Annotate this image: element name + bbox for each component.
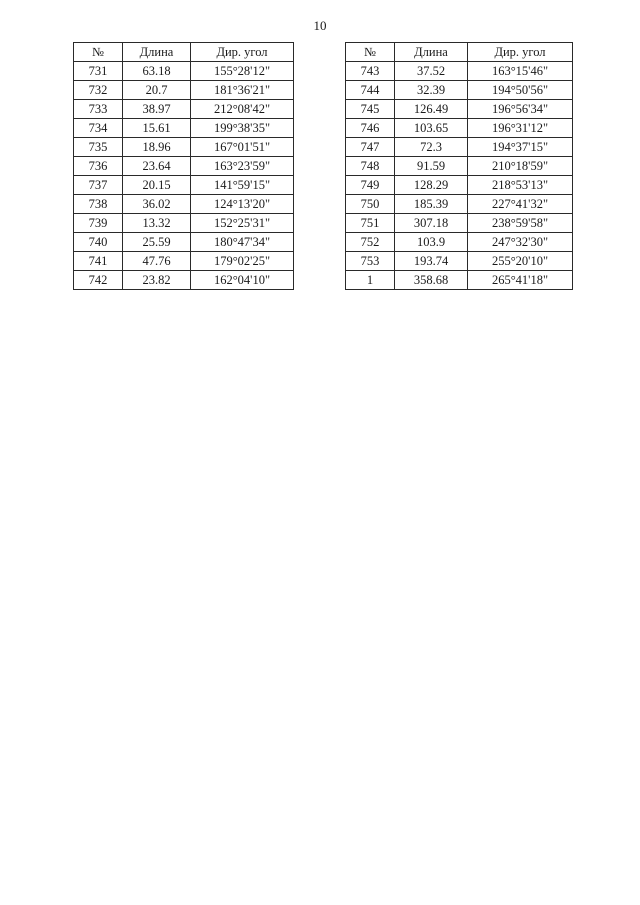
table-row xyxy=(74,157,294,176)
cell-length: 32.39 xyxy=(395,81,468,100)
cell-angle: 179°02'25" xyxy=(191,252,294,271)
table-row xyxy=(74,81,294,100)
cell-length: 20.15 xyxy=(123,176,191,195)
table-row xyxy=(346,81,573,100)
cell-number: 753 xyxy=(346,252,395,271)
table-row xyxy=(346,62,573,81)
cell-angle: 199°38'35" xyxy=(191,119,294,138)
table-row xyxy=(346,271,573,290)
table-row xyxy=(74,214,294,233)
cell-length: 72.3 xyxy=(395,138,468,157)
cell-length: 103.9 xyxy=(395,233,468,252)
cell-length: 23.82 xyxy=(123,271,191,290)
cell-number: 745 xyxy=(346,100,395,119)
table-row xyxy=(346,138,573,157)
cell-angle: 227°41'32" xyxy=(468,195,573,214)
cell-number: 736 xyxy=(74,157,123,176)
cell-angle: 247°32'30" xyxy=(468,233,573,252)
cell-number: 746 xyxy=(346,119,395,138)
cell-number: 1 xyxy=(346,271,395,290)
header-length: Длина xyxy=(395,43,468,62)
table-header-row xyxy=(74,43,294,62)
cell-length: 13.32 xyxy=(123,214,191,233)
table-row xyxy=(346,176,573,195)
cell-length: 185.39 xyxy=(395,195,468,214)
table-row xyxy=(74,271,294,290)
cell-angle: 152°25'31" xyxy=(191,214,294,233)
cell-angle: 155°28'12" xyxy=(191,62,294,81)
cell-angle: 238°59'58" xyxy=(468,214,573,233)
table-row xyxy=(346,214,573,233)
table-row xyxy=(74,100,294,119)
cell-length: 25.59 xyxy=(123,233,191,252)
cell-length: 91.59 xyxy=(395,157,468,176)
table-row xyxy=(346,252,573,271)
cell-number: 735 xyxy=(74,138,123,157)
cell-number: 748 xyxy=(346,157,395,176)
cell-angle: 181°36'21" xyxy=(191,81,294,100)
cell-length: 103.65 xyxy=(395,119,468,138)
cell-number: 752 xyxy=(346,233,395,252)
cell-length: 23.64 xyxy=(123,157,191,176)
cell-number: 747 xyxy=(346,138,395,157)
header-angle: Дир. угол xyxy=(191,43,294,62)
table-body xyxy=(74,62,294,290)
header-angle: Дир. угол xyxy=(468,43,573,62)
cell-length: 38.97 xyxy=(123,100,191,119)
cell-length: 37.52 xyxy=(395,62,468,81)
header-number: № xyxy=(346,43,395,62)
table-row xyxy=(346,100,573,119)
cell-angle: 180°47'34" xyxy=(191,233,294,252)
cell-length: 193.74 xyxy=(395,252,468,271)
cell-angle: 265°41'18" xyxy=(468,271,573,290)
boundary-table-right xyxy=(345,42,573,290)
cell-angle: 194°50'56" xyxy=(468,81,573,100)
cell-angle: 196°31'12" xyxy=(468,119,573,138)
cell-angle: 162°04'10" xyxy=(191,271,294,290)
cell-number: 742 xyxy=(74,271,123,290)
cell-length: 126.49 xyxy=(395,100,468,119)
cell-length: 20.7 xyxy=(123,81,191,100)
boundary-table-left xyxy=(73,42,294,290)
cell-number: 734 xyxy=(74,119,123,138)
cell-angle: 124°13'20" xyxy=(191,195,294,214)
cell-number: 738 xyxy=(74,195,123,214)
header-number: № xyxy=(74,43,123,62)
table-row xyxy=(346,157,573,176)
cell-number: 749 xyxy=(346,176,395,195)
cell-angle: 194°37'15" xyxy=(468,138,573,157)
cell-number: 741 xyxy=(74,252,123,271)
cell-angle: 163°15'46" xyxy=(468,62,573,81)
header-length: Длина xyxy=(123,43,191,62)
cell-number: 751 xyxy=(346,214,395,233)
cell-number: 739 xyxy=(74,214,123,233)
cell-number: 737 xyxy=(74,176,123,195)
cell-number: 744 xyxy=(346,81,395,100)
cell-angle: 167°01'51" xyxy=(191,138,294,157)
cell-length: 47.76 xyxy=(123,252,191,271)
table-row xyxy=(74,176,294,195)
cell-length: 307.18 xyxy=(395,214,468,233)
cell-number: 740 xyxy=(74,233,123,252)
cell-length: 358.68 xyxy=(395,271,468,290)
cell-angle: 210°18'59" xyxy=(468,157,573,176)
cell-angle: 163°23'59" xyxy=(191,157,294,176)
cell-length: 18.96 xyxy=(123,138,191,157)
cell-length: 63.18 xyxy=(123,62,191,81)
cell-length: 15.61 xyxy=(123,119,191,138)
table-row xyxy=(74,62,294,81)
cell-angle: 196°56'34" xyxy=(468,100,573,119)
cell-number: 732 xyxy=(74,81,123,100)
cell-length: 36.02 xyxy=(123,195,191,214)
cell-angle: 212°08'42" xyxy=(191,100,294,119)
table-row xyxy=(74,195,294,214)
cell-angle: 218°53'13" xyxy=(468,176,573,195)
table-row xyxy=(74,233,294,252)
cell-number: 743 xyxy=(346,62,395,81)
table-row xyxy=(346,195,573,214)
table-row xyxy=(346,119,573,138)
cell-angle: 255°20'10" xyxy=(468,252,573,271)
table-row xyxy=(346,233,573,252)
table-row xyxy=(74,252,294,271)
cell-length: 128.29 xyxy=(395,176,468,195)
table-body xyxy=(346,62,573,290)
page-number: 10 xyxy=(313,18,327,33)
table-row xyxy=(74,138,294,157)
cell-angle: 141°59'15" xyxy=(191,176,294,195)
cell-number: 733 xyxy=(74,100,123,119)
cell-number: 731 xyxy=(74,62,123,81)
table-header-row xyxy=(346,43,573,62)
table-row xyxy=(74,119,294,138)
cell-number: 750 xyxy=(346,195,395,214)
